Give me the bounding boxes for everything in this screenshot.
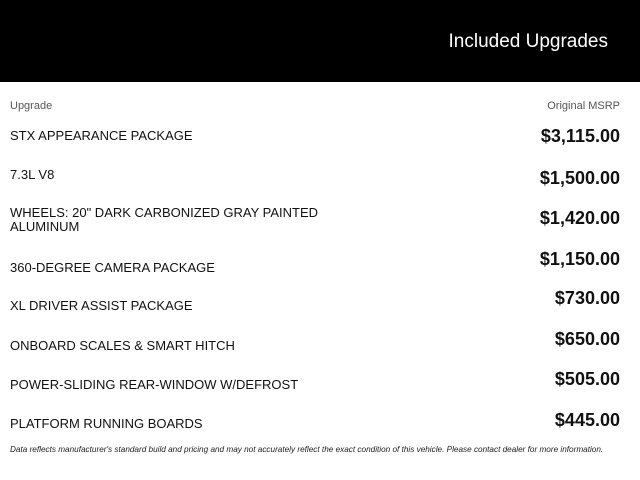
- upgrade-row: [0, 159, 640, 200]
- upgrade-row: [0, 280, 640, 321]
- upgrade-name: 360-DEGREE CAMERA PACKAGE: [10, 259, 215, 275]
- upgrade-price: $730.00: [554, 288, 620, 308]
- upgrades-list: [0, 118, 640, 442]
- page-title: Included Upgrades: [448, 31, 608, 52]
- upgrade-row: [0, 199, 640, 240]
- upgrade-price: $1,150.00: [539, 248, 620, 269]
- upgrade-row: [0, 321, 640, 362]
- column-header-msrp: Original MSRP: [547, 100, 620, 112]
- upgrade-row: [0, 118, 640, 159]
- upgrade-price: $445.00: [554, 409, 620, 430]
- upgrade-name: PLATFORM RUNNING BOARDS: [10, 415, 203, 431]
- upgrade-name: STX APPEARANCE PACKAGE: [10, 128, 193, 143]
- upgrade-name: WHEELS: 20" DARK CARBONIZED GRAY PAINTED ALUMINUM: [10, 205, 319, 234]
- column-header-upgrade: Upgrade: [10, 100, 53, 112]
- upgrade-name: 7.3L V8: [10, 166, 55, 182]
- upgrade-name: POWER-SLIDING REAR-WINDOW W/DEFROST: [10, 377, 299, 392]
- upgrade-row: [0, 361, 640, 402]
- upgrade-row: [0, 240, 640, 281]
- header-banner: [0, 0, 640, 82]
- upgrade-name: ONBOARD SCALES & SMART HITCH: [10, 337, 235, 353]
- upgrade-price: $650.00: [554, 328, 620, 349]
- upgrade-price: $505.00: [554, 369, 620, 389]
- disclaimer-text: Data reflects manufacturer's standard build and pricing and may not accurately reflect the exact condition of this vehicle. Please contact dealer for more information.: [10, 445, 604, 454]
- upgrade-name: XL DRIVER ASSIST PACKAGE: [10, 298, 193, 313]
- upgrade-row: [0, 402, 640, 443]
- upgrade-price: $1,500.00: [539, 167, 620, 188]
- upgrade-price: $1,420.00: [539, 208, 620, 228]
- upgrade-price: $3,115.00: [540, 126, 620, 146]
